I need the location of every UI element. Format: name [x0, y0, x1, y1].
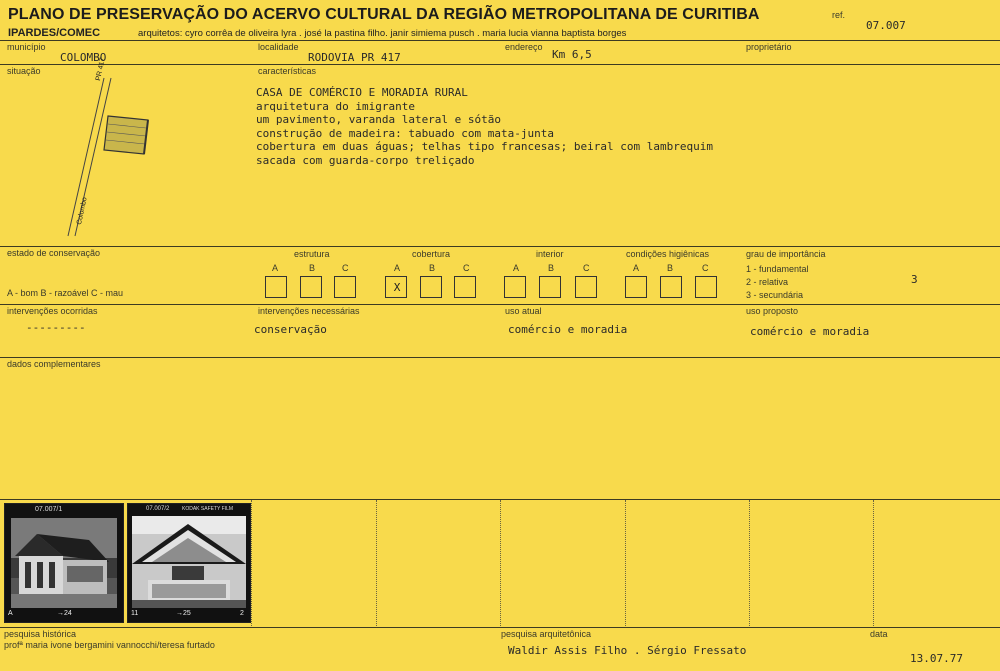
photo-2-frame: →25 — [176, 610, 191, 617]
photo-slot-divider — [625, 500, 627, 626]
letter-c: C — [583, 263, 590, 273]
caracteristicas-line: construção de madeira: tabuado com mata-junta — [256, 126, 555, 140]
divider — [0, 357, 1000, 358]
importancia-option: 3 - secundária — [746, 290, 804, 300]
architects-line: arquitetos: cyro corrêa de oliveira lyra . josé la pastina filho. janir simiema pusch . maria lucia vianna baptista borges — [138, 28, 627, 39]
group-condicoes-label: condições higiênicas — [626, 249, 710, 259]
divider — [0, 64, 1000, 65]
photo-2-corner: 11 — [131, 610, 139, 617]
divider — [0, 304, 1000, 305]
letter-c: C — [342, 263, 349, 273]
municipio-value: COLOMBO — [60, 51, 107, 64]
map-town-label: Colombo — [76, 196, 89, 226]
photo-1-corner: A — [8, 610, 13, 617]
data-value: 13.07.77 — [910, 652, 963, 665]
caracteristicas-line: arquitetura do imigrante — [256, 99, 415, 113]
group-interior-label: interior — [536, 249, 564, 259]
estrutura-b-box[interactable] — [300, 276, 322, 298]
divider — [0, 246, 1000, 247]
endereco-label: endereço — [505, 42, 543, 52]
organization: IPARDES/COMEC — [8, 27, 101, 39]
caracteristicas-line: CASA DE COMÉRCIO E MORADIA RURAL — [256, 86, 468, 99]
estrutura-a-box[interactable] — [265, 276, 287, 298]
necessarias-label: intervenções necessárias — [258, 306, 360, 316]
necessarias-value: conservação — [254, 323, 327, 336]
uso-atual-value: comércio e moradia — [508, 323, 628, 336]
caracteristicas-label: características — [258, 66, 317, 76]
caracteristicas-line: cobertura em duas águas; telhas tipo francesas; beiral com lambrequim — [256, 140, 713, 153]
endereco-value: Km 6,5 — [552, 48, 592, 61]
letter-c: C — [702, 263, 709, 273]
ocorridas-value: --------- — [26, 321, 86, 334]
importancia-option: 1 - fundamental — [746, 264, 809, 274]
photo-slot-divider — [376, 500, 378, 626]
photo-2-corner-right: 2 — [240, 610, 244, 617]
pesquisa-arq-value: Waldir Assis Filho . Sérgio Fressato — [508, 644, 747, 657]
photo-slot-divider — [749, 500, 751, 626]
photo-1-frame: →24 — [57, 610, 72, 617]
situation-sketch — [60, 57, 170, 242]
ref-label: ref. — [832, 10, 846, 20]
group-estrutura-label: estrutura — [294, 249, 330, 259]
localidade-value: RODOVIA PR 417 — [308, 51, 401, 64]
conservacao-label: estado de conservação — [7, 248, 101, 258]
complementares-label: dados complementares — [7, 359, 101, 369]
letter-b: B — [667, 263, 674, 273]
letter-b: B — [429, 263, 436, 273]
ref-value: 07.007 — [866, 19, 906, 32]
map-road-label: PR 417 — [95, 57, 107, 82]
estrutura-c-box[interactable] — [334, 276, 356, 298]
data-label: data — [870, 629, 888, 639]
cobertura-a-box[interactable] — [385, 276, 407, 298]
divider — [0, 627, 1000, 628]
interior-c-box[interactable] — [575, 276, 597, 298]
importancia-label: grau de importância — [746, 249, 826, 259]
letter-b: B — [309, 263, 316, 273]
uso-atual-label: uso atual — [505, 306, 542, 316]
letter-a: A — [272, 263, 279, 273]
cobertura-a-mark: X — [393, 281, 401, 294]
municipio-label: município — [7, 42, 46, 52]
condicoes-b-box[interactable] — [660, 276, 682, 298]
ocorridas-label: intervenções ocorridas — [7, 306, 98, 316]
house-photo-2 — [128, 504, 250, 622]
caracteristicas-text — [256, 86, 713, 167]
cobertura-b-box[interactable] — [420, 276, 442, 298]
pesquisa-historica-label: pesquisa histórica — [4, 629, 77, 639]
conservacao-legend: A - bom B - razoável C - mau — [7, 288, 124, 298]
photo-slot-divider — [500, 500, 502, 626]
cobertura-c-box[interactable] — [454, 276, 476, 298]
proprietario-label: proprietário — [746, 42, 792, 52]
pesquisa-arq-label: pesquisa arquitetônica — [501, 629, 592, 639]
uso-proposto-label: uso proposto — [746, 306, 799, 316]
letter-a: A — [633, 263, 640, 273]
condicoes-c-box[interactable] — [695, 276, 717, 298]
photo-slot-divider — [873, 500, 875, 626]
interior-b-box[interactable] — [539, 276, 561, 298]
card-title: PLANO DE PRESERVAÇÃO DO ACERVO CULTURAL DA REGIÃO METROPOLITANA DE CURITIBA — [8, 6, 760, 23]
group-cobertura-label: cobertura — [412, 249, 451, 259]
letter-b: B — [548, 263, 555, 273]
photo-1-label: 07.007/1 — [35, 506, 63, 513]
importancia-value: 3 — [911, 273, 918, 286]
caracteristicas-line: um pavimento, varanda lateral e sótão — [256, 113, 502, 126]
photo-2[interactable] — [127, 503, 251, 623]
photo-2-film-text: KODAK SAFETY FILM — [182, 506, 234, 512]
situacao-label: situação — [7, 66, 41, 76]
photo-1[interactable] — [4, 503, 124, 623]
divider — [0, 40, 1000, 41]
letter-a: A — [513, 263, 520, 273]
photo-slot-divider — [251, 500, 253, 626]
photo-2-label: 07.007/2 — [146, 506, 170, 512]
localidade-label: localidade — [258, 42, 299, 52]
interior-a-box[interactable] — [504, 276, 526, 298]
condicoes-a-box[interactable] — [625, 276, 647, 298]
uso-proposto-value: comércio e moradia — [750, 325, 870, 338]
letter-a: A — [394, 263, 401, 273]
letter-c: C — [463, 263, 470, 273]
importancia-option: 2 - relativa — [746, 277, 789, 287]
pesquisa-historica-value: profª maria ivone bergamini vannocchi/teresa furtado — [4, 640, 215, 650]
caracteristicas-line: sacada com guarda-corpo treliçado — [256, 153, 475, 167]
house-photo-1 — [5, 504, 123, 622]
